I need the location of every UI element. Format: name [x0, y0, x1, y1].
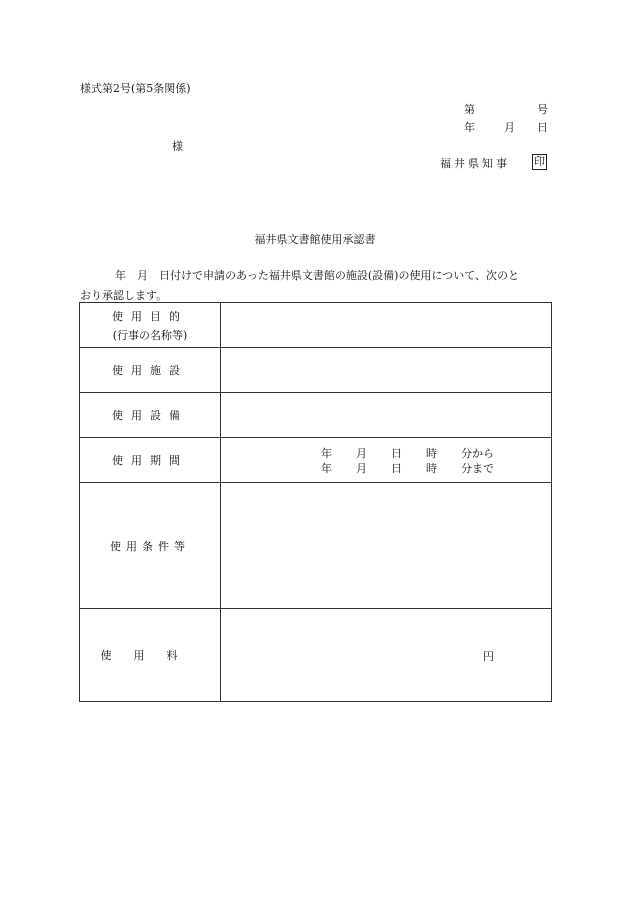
form-number: 様式第2号(第5条関係)	[80, 82, 191, 95]
conditions-value[interactable]	[221, 483, 552, 609]
fee-label: 使用料	[100, 649, 200, 662]
facility-label-cell	[80, 348, 221, 393]
document-title: 福井県文書館使用承認書	[254, 233, 376, 246]
row-purpose	[80, 303, 552, 348]
from-day: 日	[391, 447, 402, 460]
period-label: 使用期間	[112, 454, 188, 467]
fee-unit: 円	[483, 650, 494, 663]
purpose-label: 使用目的	[112, 309, 188, 323]
from-year: 年	[321, 447, 332, 460]
body-text-line1: 年 月 日付けで申請のあった福井県文書館の施設(設備)の使用について、次のと	[115, 269, 520, 282]
conditions-label: 使用条件等	[110, 539, 190, 553]
to-month: 月	[356, 462, 367, 475]
row-fee	[80, 609, 552, 702]
row-conditions	[80, 483, 552, 609]
date-month: 月	[504, 121, 515, 134]
to-minute: 分まで	[461, 462, 494, 475]
equipment-label-cell	[80, 393, 221, 438]
period-label-cell	[80, 438, 221, 483]
row-period	[80, 438, 552, 483]
conditions-label-cell	[80, 483, 221, 609]
row-facility	[80, 348, 552, 393]
period-value[interactable]	[221, 438, 552, 483]
to-day: 日	[391, 462, 402, 475]
from-hour: 時	[426, 447, 437, 460]
issuer-name: 福井県知事	[440, 157, 510, 170]
doc-number-suffix: 号	[537, 103, 548, 116]
to-year: 年	[321, 462, 332, 475]
doc-number-prefix: 第	[464, 103, 475, 116]
purpose-label-cell	[80, 303, 221, 348]
from-minute: 分から	[461, 447, 494, 460]
row-equipment	[80, 393, 552, 438]
addressee-suffix: 様	[172, 140, 183, 153]
from-month: 月	[356, 447, 367, 460]
purpose-value[interactable]	[221, 303, 552, 348]
to-hour: 時	[426, 462, 437, 475]
period-to-line	[321, 460, 521, 474]
facility-value[interactable]	[221, 348, 552, 393]
purpose-sublabel: (行事の名称等)	[112, 328, 188, 342]
body-text-line2: おり承認します。	[80, 289, 168, 302]
approval-table	[79, 302, 552, 702]
fee-label-cell	[80, 609, 221, 702]
seal-box: 印	[534, 155, 545, 168]
date-year: 年	[464, 121, 475, 134]
fee-value[interactable]	[221, 609, 552, 702]
date-day: 日	[537, 121, 548, 134]
equipment-label: 使用設備	[112, 409, 188, 422]
equipment-value[interactable]	[221, 393, 552, 438]
period-from-line	[321, 445, 521, 459]
facility-label: 使用施設	[112, 364, 188, 377]
